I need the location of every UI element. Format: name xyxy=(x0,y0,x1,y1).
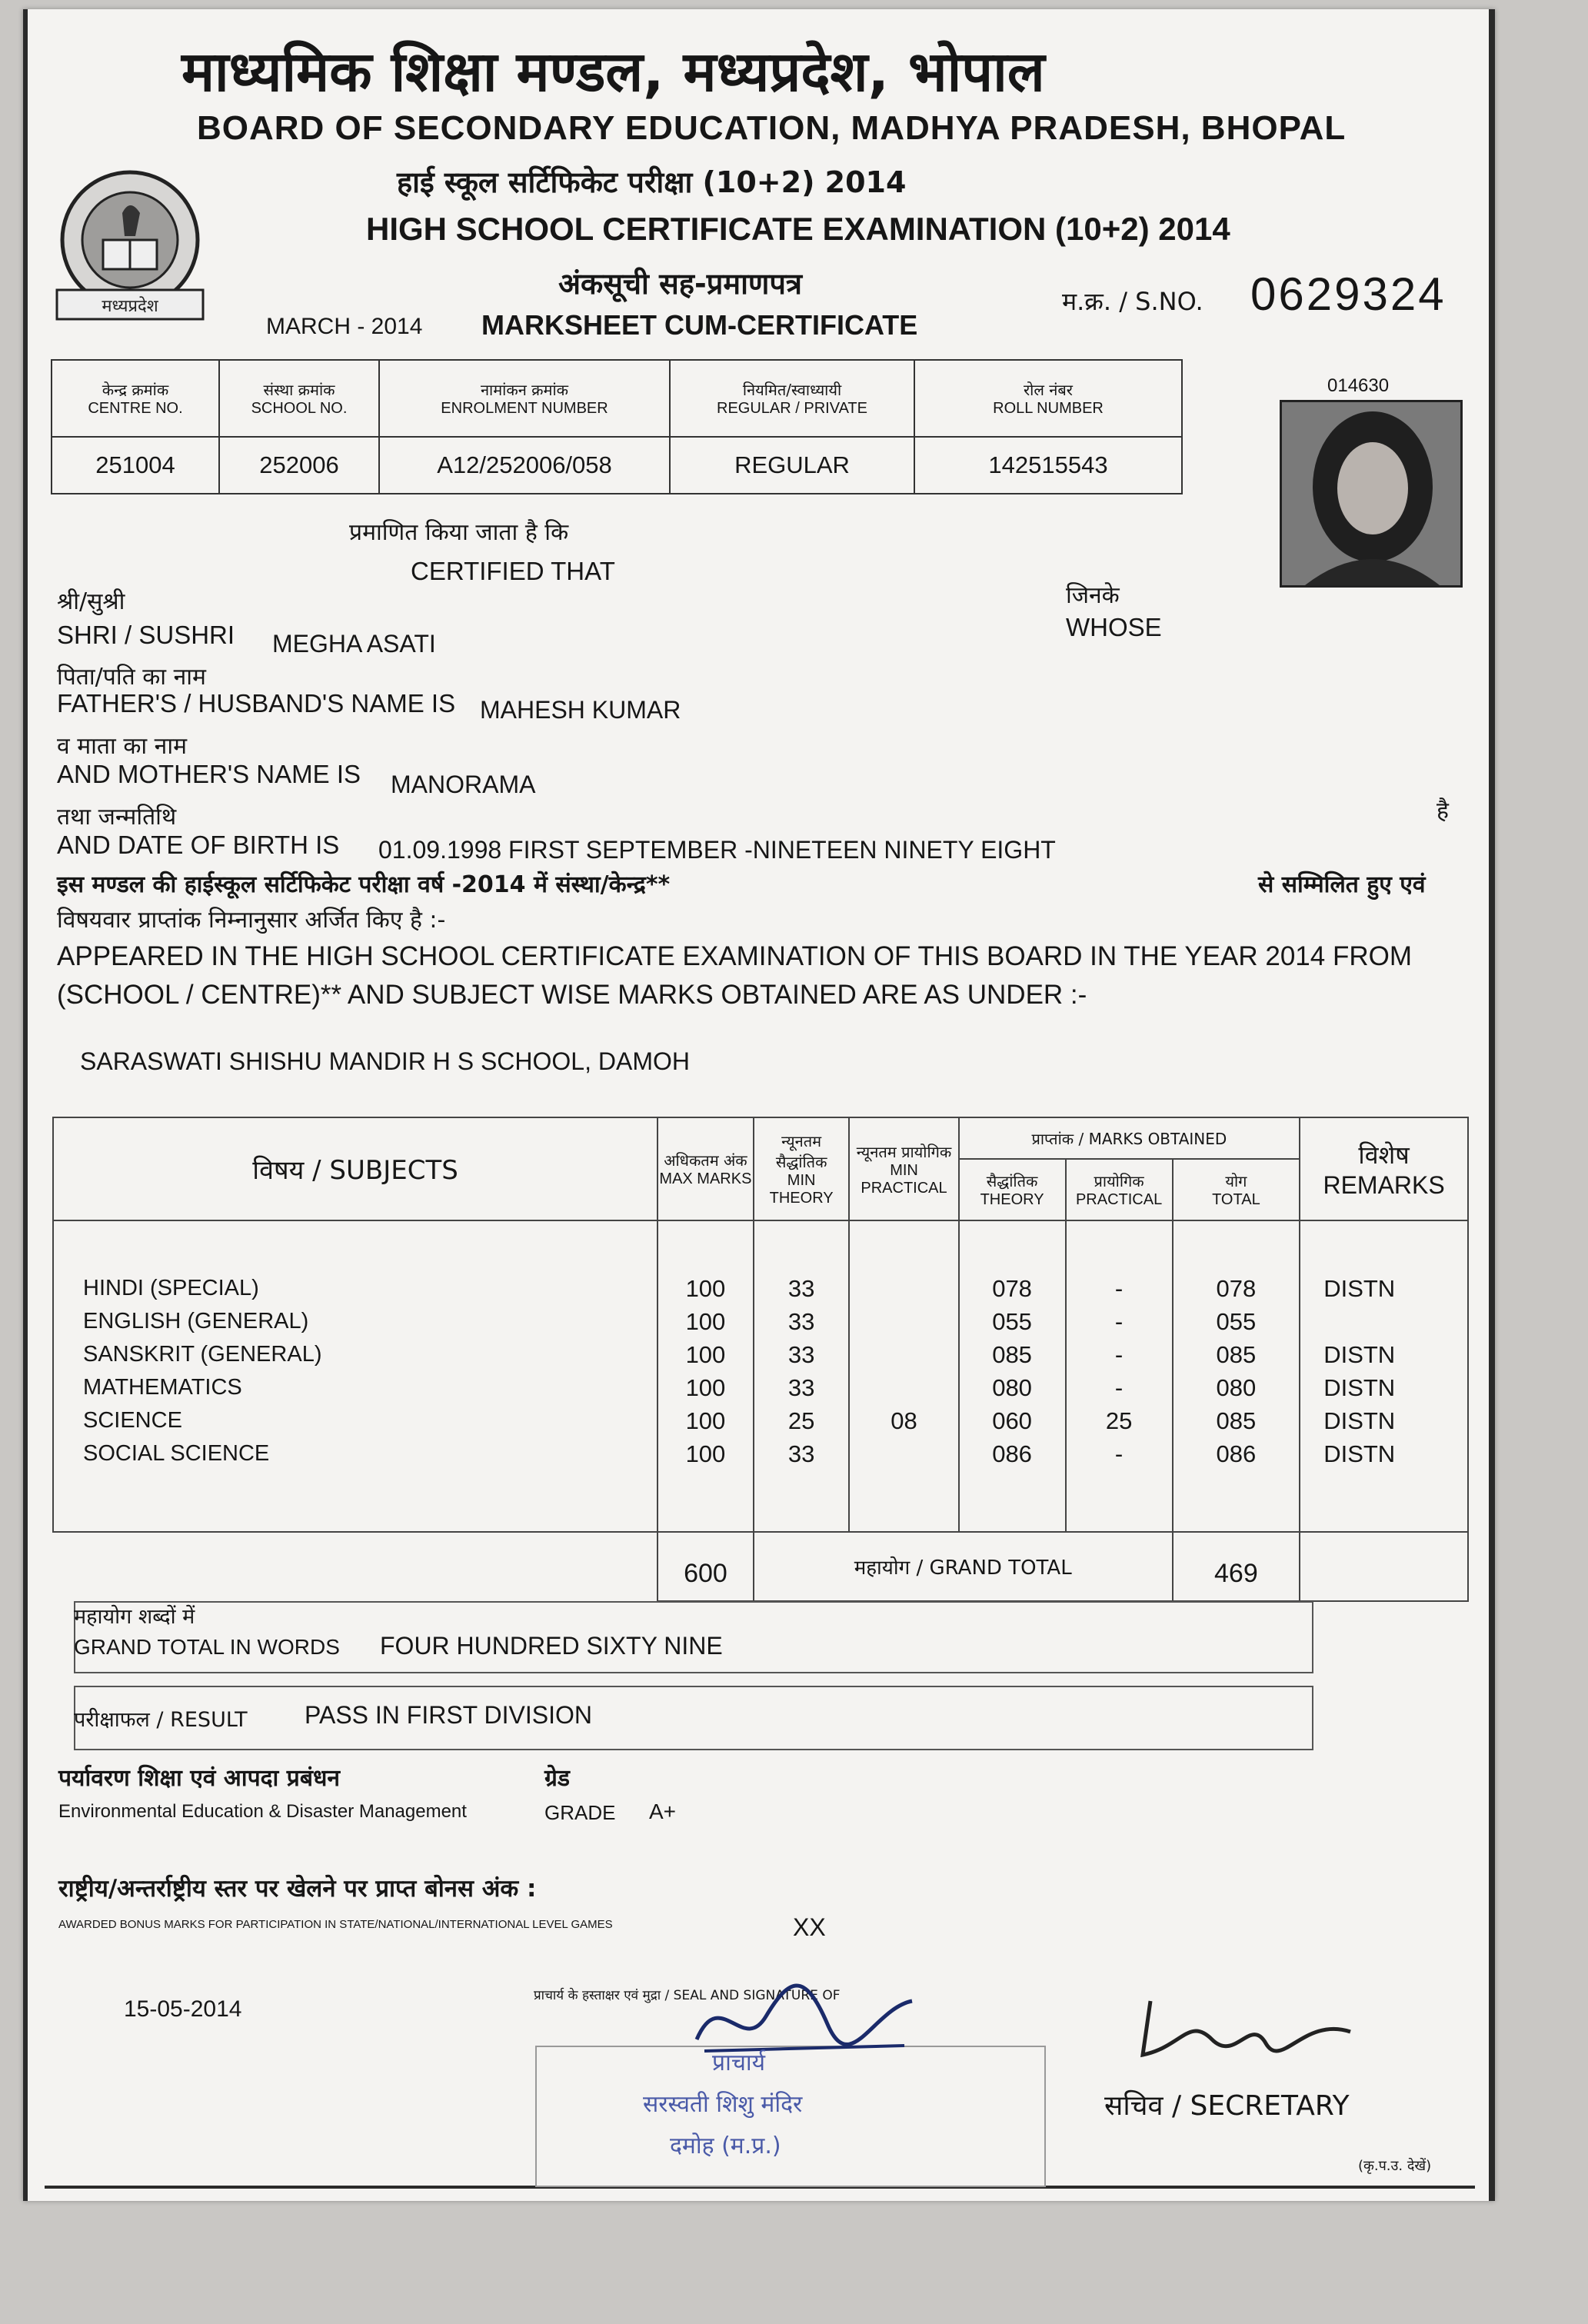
subject-name: SANSKRIT (GENERAL) xyxy=(83,1342,322,1367)
statement-hindi-line1: इस मण्डल की हाईस्कूल सर्टिफिकेट परीक्षा वर्ष -2014 में संस्था/केन्द्र** xyxy=(57,871,671,898)
env-edu-label-english: Environmental Education & Disaster Management xyxy=(58,1801,467,1822)
name-label-hindi: श्री/सुश्री xyxy=(57,588,125,615)
whose-english: WHOSE xyxy=(1066,613,1162,641)
bonus-value: XX xyxy=(793,1913,826,1941)
dob-label-hindi: तथा जन्मतिथि xyxy=(57,804,177,831)
env-edu-label-hindi: पर्यावरण शिक्षा एवं आपदा प्रबंधन xyxy=(58,1765,341,1792)
grade-label-hindi: ग्रेड xyxy=(544,1765,570,1792)
mother-label-english: AND MOTHER'S NAME IS xyxy=(57,760,361,788)
seal-text: मध्यप्रदेश xyxy=(102,297,158,316)
exam-title-english: HIGH SCHOOL CERTIFICATE EXAMINATION (10+2) 2014 xyxy=(366,211,1230,247)
max-marks-header: अधिकतम अंक MAX MARKS xyxy=(658,1117,754,1220)
school-name: SARASWATI SHISHU MANDIR H S SCHOOL, DAMOH xyxy=(80,1047,690,1075)
total-words-label-english: GRAND TOTAL IN WORDS xyxy=(74,1635,340,1659)
mother-label-hindi: व माता का नाम xyxy=(57,733,188,760)
info-header-enrolment: नामांकन क्रमांक ENROLMENT NUMBER xyxy=(379,360,670,437)
total-words-label-hindi: महायोग शब्दों में xyxy=(74,1605,195,1629)
marksheet-title-hindi: अंकसूची सह-प्रमाणपत्र xyxy=(558,267,802,301)
subjects-column xyxy=(53,1220,658,1532)
seal-signature-label: प्राचार्य के हस्ताक्षर एवं मुद्रा / SEAL AND SIGNATURE OF xyxy=(534,1988,841,2003)
practical-marks-column: - - - - 25 - xyxy=(1066,1220,1173,1532)
secretary-label: सचिव / SECRETARY xyxy=(1104,2090,1350,2122)
subject-name: HINDI (SPECIAL) xyxy=(83,1276,259,1300)
date-of-birth: 01.09.1998 FIRST SEPTEMBER -NINETEEN NINETY EIGHT xyxy=(378,836,1056,864)
max-total: 600 xyxy=(658,1532,754,1601)
board-title-hindi: माध्यमिक शिक्षा मण्डल, मध्यप्रदेश, भोपाल xyxy=(181,39,1045,104)
total-words-value: FOUR HUNDRED SIXTY NINE xyxy=(380,1632,723,1660)
subject-name: MATHEMATICS xyxy=(83,1375,242,1400)
min-theory-header: न्यूनतम सैद्धांतिक MIN THEORY xyxy=(754,1117,850,1220)
result-label: परीक्षाफल / RESULT xyxy=(74,1708,248,1732)
roll-number: 142515543 xyxy=(914,437,1182,494)
dob-label-english: AND DATE OF BIRTH IS xyxy=(57,831,340,859)
remarks-column: DISTN DISTN DISTN DISTN DISTN xyxy=(1300,1220,1468,1532)
grade-value: A+ xyxy=(649,1800,677,1823)
statement-hindi-line1-right: से सम्मिलित हुए एवं xyxy=(1258,871,1426,898)
father-label-english: FATHER'S / HUSBAND'S NAME IS xyxy=(57,689,456,718)
stamp-line2: सरस्वती शिशु मंदिर xyxy=(643,2091,803,2118)
issue-date: 15-05-2014 xyxy=(124,1996,242,2022)
subject-name: ENGLISH (GENERAL) xyxy=(83,1309,309,1333)
subject-name: SCIENCE xyxy=(83,1408,182,1433)
candidate-name: MEGHA ASATI xyxy=(272,630,436,658)
certified-hindi: प्रमाणित किया जाता है कि xyxy=(349,519,569,546)
father-name: MAHESH KUMAR xyxy=(480,696,681,724)
min-theory-column: 33 33 33 33 25 33 xyxy=(754,1220,850,1532)
max-marks-column: 100 100 100 100 100 100 xyxy=(658,1220,754,1532)
footnote: (कृ.प.उ. देखें) xyxy=(1358,2158,1432,2174)
grade-label: GRADE xyxy=(544,1801,616,1824)
min-practical-column: 08 xyxy=(849,1220,958,1532)
info-header-roll: रोल नंबर ROLL NUMBER xyxy=(914,360,1182,437)
whose-hindi: जिनके xyxy=(1066,582,1120,609)
father-label-hindi: पिता/पति का नाम xyxy=(57,664,206,691)
info-header-school: संस्था क्रमांक SCHOOL NO. xyxy=(219,360,379,437)
board-seal-icon xyxy=(49,167,211,325)
marks-obtained-header: प्राप्तांक / MARKS OBTAINED xyxy=(959,1117,1300,1159)
subject-name: SOCIAL SCIENCE xyxy=(83,1441,270,1466)
school-no: 252006 xyxy=(219,437,379,494)
min-practical-header: न्यूनतम प्रायोगिक MIN PRACTICAL xyxy=(849,1117,958,1220)
remarks-header: विशेष REMARKS xyxy=(1300,1117,1468,1220)
candidate-photo xyxy=(1280,400,1463,588)
statement-english-line1: APPEARED IN THE HIGH SCHOOL CERTIFICATE EXAMINATION OF THIS BOARD IN THE YEAR 2014 FROM xyxy=(57,941,1412,971)
statement-english-line2: (SCHOOL / CENTRE)** AND SUBJECT WISE MARKS OBTAINED ARE AS UNDER :- xyxy=(57,980,1087,1010)
bonus-label-hindi: राष्ट्रीय/अन्तर्राष्ट्रीय स्तर पर खेलने पर प्राप्त बोनस अंक : xyxy=(58,1875,537,1903)
exam-month: MARCH - 2014 xyxy=(266,314,423,339)
grand-total: 469 xyxy=(1173,1532,1300,1601)
practical-header: प्रायोगिक PRACTICAL xyxy=(1066,1159,1173,1220)
result-box xyxy=(74,1686,1313,1750)
info-header-regular: नियमित/स्वाध्यायी REGULAR / PRIVATE xyxy=(670,360,914,437)
result-value: PASS IN FIRST DIVISION xyxy=(305,1701,592,1729)
certified-english: CERTIFIED THAT xyxy=(411,557,615,585)
exam-title-hindi: हाई स्कूल सर्टिफिकेट परीक्षा (10+2) 2014 xyxy=(397,165,907,199)
board-title-english: BOARD OF SECONDARY EDUCATION, MADHYA PRADESH, BHOPAL xyxy=(197,109,1347,147)
secretary-signature-icon xyxy=(1120,1986,1366,2078)
stamp-line1: प्राचार्य xyxy=(712,2049,766,2076)
theory-marks-column: 078 055 085 080 060 086 xyxy=(959,1220,1066,1532)
candidate-info-table xyxy=(51,359,1183,494)
info-header-centre: केन्द्र क्रमांक CENTRE NO. xyxy=(52,360,219,437)
grand-total-label: महायोग / GRAND TOTAL xyxy=(754,1532,1173,1601)
stamp-line3: दमोह (म.प्र.) xyxy=(670,2133,781,2159)
bonus-label-english: AWARDED BONUS MARKS FOR PARTICIPATION IN STATE/NATIONAL/INTERNATIONAL LEVEL GAMES xyxy=(58,1918,613,1931)
statement-hindi-line2: विषयवार प्राप्तांक निम्नानुसार अर्जित किए है :- xyxy=(57,907,446,934)
serial-number: 0629324 xyxy=(1250,268,1447,320)
enrolment-number: A12/252006/058 xyxy=(379,437,670,494)
photo-number: 014630 xyxy=(1327,375,1390,396)
marks-table xyxy=(52,1117,1469,1602)
subjects-header: विषय / SUBJECTS xyxy=(53,1117,658,1220)
theory-header: सैद्धांतिक THEORY xyxy=(959,1159,1066,1220)
mother-name: MANORAMA xyxy=(391,771,536,798)
centre-no: 251004 xyxy=(52,437,219,494)
marksheet-document xyxy=(23,9,1495,2201)
regular-private: REGULAR xyxy=(670,437,914,494)
hai-text: है xyxy=(1437,797,1449,824)
total-header: योग TOTAL xyxy=(1173,1159,1300,1220)
serial-label: म.क्र. / S.NO. xyxy=(1062,287,1203,316)
marksheet-title-english: MARKSHEET CUM-CERTIFICATE xyxy=(481,309,918,341)
name-label-english: SHRI / SUSHRI xyxy=(57,621,235,649)
total-marks-column: 078 055 085 080 085 086 xyxy=(1173,1220,1300,1532)
